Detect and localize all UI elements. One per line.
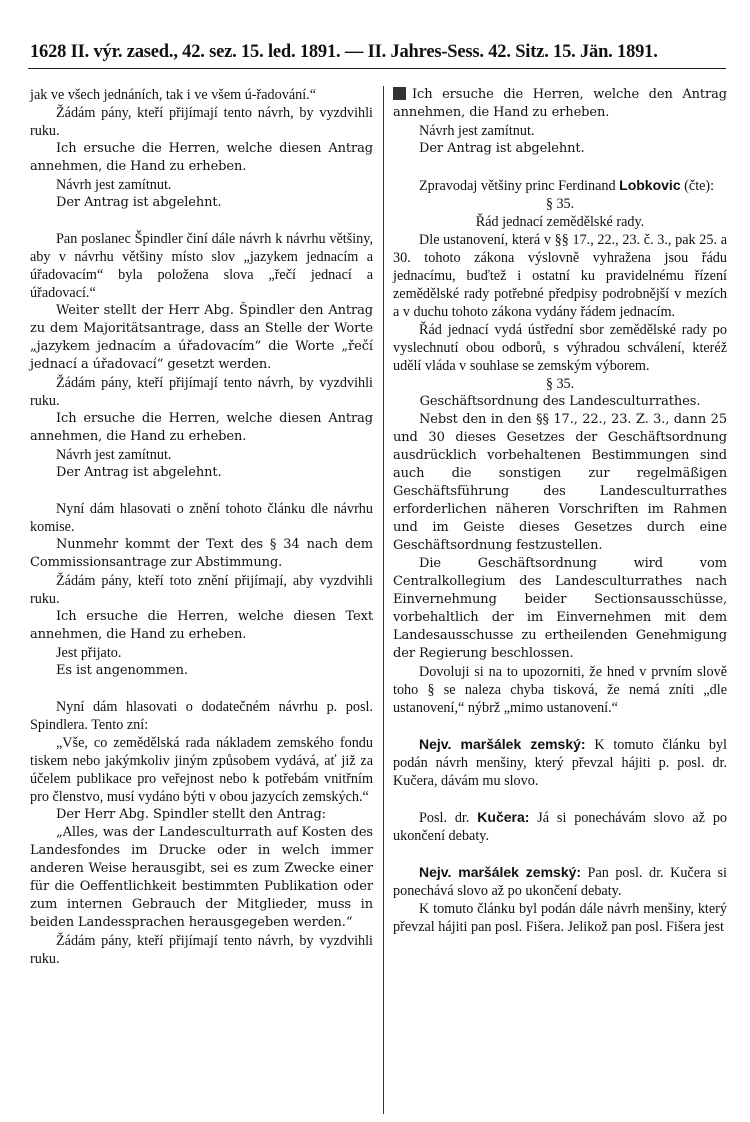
left-paragraph: Žádám pány, kteří přijímají tento návrh, by vyzdvihli ruku. bbox=[30, 375, 373, 409]
right-paragraph: Zpravodaj většiny princ Ferdinand Lobkovic (čte): bbox=[419, 177, 715, 194]
header-rule bbox=[28, 68, 726, 69]
left-paragraph: Der Antrag ist abgelehnt. bbox=[56, 195, 222, 210]
right-paragraph: Návrh jest zamítnut. bbox=[419, 123, 535, 139]
paragraph-gap bbox=[30, 680, 373, 698]
right-paragraph: Die Geschäftsordnung wird vom Centralkollegium des Landesculturrathes nach Einvernehmung beider Sectionsausschüsse, vorbehaltlich der im Einvernehmen mit dem Landesausschusse zu ertheilenden Genehmigung der Regierung beschlossen. bbox=[393, 556, 727, 661]
left-paragraph: Es ist angenommen. bbox=[56, 663, 188, 678]
left-paragraph: Žádám pány, kteří přijímají tento návrh, by vyzdvihli ruku. bbox=[30, 105, 373, 139]
right-column bbox=[393, 86, 727, 936]
left-paragraph: Der Herr Abg. Spindler stellt den Antrag: bbox=[56, 807, 326, 822]
paragraph-gap bbox=[30, 212, 373, 230]
right-paragraph: Geschäftsordnung des Landesculturrathes. bbox=[419, 394, 701, 409]
right-paragraph: Ich ersuche die Herren, welche den Antrag annehmen, die Hand zu erheben. bbox=[393, 87, 727, 120]
paragraph-gap bbox=[393, 717, 727, 735]
right-paragraph: Řád jednací vydá ústřední sbor zemědělské rady po vyslechnutí obou odborů, s výhradou schválení, kteréž udělí vláda v souhlase se zemským výborem. bbox=[393, 322, 727, 374]
left-column bbox=[30, 86, 373, 968]
left-paragraph: Pan poslanec Špindler činí dále návrh k návrhu většiny, aby v návrhu většiny místo slov „jazykem jednacím a úřadovacím“ byla položena slova „řečí jednací a úřadovací.“ bbox=[30, 231, 373, 301]
right-paragraph: Dovoluji si na to upozorniti, že hned v prvním slově toho § se naleza chyba tisková, že nemá zníti „dle ustanovení,“ nýbrž „mimo ustanovení.“ bbox=[393, 664, 727, 716]
left-paragraph: Jest přijato. bbox=[56, 645, 122, 661]
left-paragraph: Ich ersuche die Herren, welche diesen Antrag annehmen, die Hand zu erheben. bbox=[30, 141, 373, 174]
column-divider bbox=[383, 86, 384, 1114]
left-paragraph: Ich ersuche die Herren, welche diesen Text annehmen, die Hand zu erheben. bbox=[30, 609, 373, 642]
paragraph-gap bbox=[393, 845, 727, 863]
left-paragraph: Nyní dám hlasovati o znění tohoto článku dle návrhu komise. bbox=[30, 501, 373, 535]
right-paragraph: Der Antrag ist abgelehnt. bbox=[419, 141, 585, 156]
right-paragraph: K tomuto článku byl podán dále návrh menšiny, který převzal hájiti pan posl. Fišera. Jelikož pan posl. Fišera jest bbox=[393, 901, 727, 935]
right-paragraph: Nejv. maršálek zemský: K tomuto článku byl podán návrh menšiny, který převzal hájiti p. posl. dr. Kučera, dávám mu slovo. bbox=[393, 736, 727, 789]
page-header: 1628 II. výr. zased., 42. sez. 15. led. 1891. — II. Jahres-Sess. 42. Sitz. 15. Jän. 1891. bbox=[30, 42, 658, 62]
paragraph-gap bbox=[393, 790, 727, 808]
left-paragraph: jak ve všech jednáních, tak i ve všem ú-řadování.“ bbox=[30, 87, 317, 103]
left-paragraph: „Alles, was der Landesculturrath auf Kosten des Landesfondes im Drucke oder in welch immer anderen Weise herausgibt, sei es zum Zwecke einer für die Oeffentlichkeit bestimmten Publikation oder zum internen Gebrauch der Mitglieder, muss in beiden Landessprachen herausgegeben werden.“ bbox=[30, 825, 373, 930]
margin-marker-icon bbox=[393, 87, 406, 100]
left-paragraph: Návrh jest zamítnut. bbox=[56, 447, 172, 463]
right-paragraph: Posl. dr. Kučera: Já si ponechávám slovo až po ukončení debaty. bbox=[393, 809, 728, 844]
left-paragraph: Der Antrag ist abgelehnt. bbox=[56, 465, 222, 480]
left-paragraph: Nunmehr kommt der Text des § 34 nach dem Commissionsantrage zur Abstimmung. bbox=[30, 537, 373, 570]
right-paragraph: Dle ustanovení, která v §§ 17., 22., 23. č. 3., pak 25. a 30. tohoto zákona výslovně vyhražena jsou řádu jednacímu, buďtež i ostatní ku pravidelnému řízení zemědělské rady potřebné předpisy podrobnější v mezích a v duchu tohoto zákona vydány řádem jednacím. bbox=[393, 232, 727, 320]
left-paragraph: Ich ersuche die Herren, welche diesen Antrag annehmen, die Hand zu erheben. bbox=[30, 411, 373, 444]
right-paragraph: § 35. bbox=[545, 196, 575, 212]
right-paragraph: § 35. bbox=[545, 376, 575, 392]
left-paragraph: Weiter stellt der Herr Abg. Špindler den Antrag zu dem Majoritätsantrage, dass an Stelle der Worte „jazykem jednacím a úřadovacím“ die Worte „řečí jednací a úřadovací“ gesetzt werden. bbox=[30, 303, 373, 372]
left-paragraph: Žádám pány, kteří přijímají tento návrh, by vyzdvihli ruku. bbox=[30, 933, 373, 967]
right-paragraph: Nejv. maršálek zemský: Pan posl. dr. Kučera si ponechává slovo až po ukončení debaty. bbox=[393, 864, 727, 899]
right-paragraph: Řád jednací zemědělské rady. bbox=[475, 214, 645, 230]
right-paragraph: Nebst den in den §§ 17., 22., 23. Z. 3., dann 25 und 30 dieses Gesetzes der Geschäftsordnung ausdrücklich vorbehaltenen Bestimmungen sind auch die sonstigen zur regelmäßigen Geschäftsführung des Landesculturrathes erforderlichen näheren Vorschriften im Rahmen und im Geiste dieses Gesetzes durch eine Geschäftsordnung festzustellen. bbox=[393, 412, 727, 553]
left-paragraph: Žádám pány, kteří toto znění přijímají, aby vyzdvihli ruku. bbox=[30, 573, 373, 607]
left-paragraph: Nyní dám hlasovati o dodatečném návrhu p. posl. Spindlera. Tento zní: bbox=[30, 699, 373, 733]
paragraph-gap bbox=[393, 158, 727, 176]
paragraph-gap bbox=[30, 482, 373, 500]
left-paragraph: „Vše, co zemědělská rada nákladem zemského fondu tiskem nebo jakýmkoliv jiným způsobem vydává, ať již za účelem publikace pro veřejnost nebo k potřebám vnitřním pro členstvo, musí vydáno býti v obou jazycích zemských.“ bbox=[30, 735, 373, 805]
left-paragraph: Návrh jest zamítnut. bbox=[56, 177, 172, 193]
